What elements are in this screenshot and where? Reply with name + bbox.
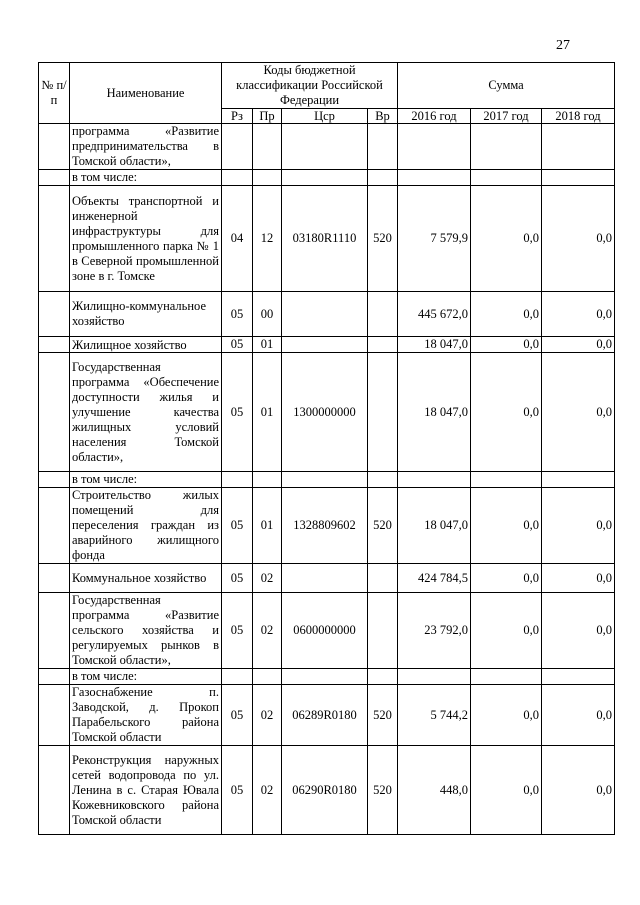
row-2016: 7 579,9 [398,186,471,292]
header-row [39,63,615,109]
row-rz [222,170,253,186]
row-name: Строительство жилых помещений для переселения граждан из аварийного жилищного фонда [70,488,222,564]
row-rz: 05 [222,746,253,835]
row-pr [253,124,282,170]
header-codes: Коды бюджетной классификации Российской Федерации [222,63,398,109]
row-2017: 0,0 [471,488,542,564]
table-row [39,472,615,488]
row-vr [368,669,398,685]
row-pr [253,170,282,186]
row-vr [368,337,398,353]
num-cell [39,337,70,353]
row-2017: 0,0 [471,292,542,337]
row-2017 [471,472,542,488]
row-csr [282,337,368,353]
num-cell [39,170,70,186]
header-2017: 2017 год [471,109,542,124]
row-pr: 02 [253,685,282,746]
num-cell [39,292,70,337]
header-2018: 2018 год [542,109,615,124]
row-2017 [471,669,542,685]
table-row [39,124,615,170]
row-pr: 01 [253,488,282,564]
row-csr: 1300000000 [282,353,368,472]
row-2016: 18 047,0 [398,337,471,353]
row-vr [368,564,398,593]
num-cell [39,564,70,593]
row-name: в том числе: [70,472,222,488]
row-rz: 05 [222,593,253,669]
row-vr [368,353,398,472]
row-rz: 05 [222,353,253,472]
row-vr [368,124,398,170]
num-cell [39,124,70,170]
header-sum: Сумма [398,63,615,109]
header-2016: 2016 год [398,109,471,124]
row-rz: 05 [222,488,253,564]
row-2018 [542,170,615,186]
row-name: Газоснабжение п. Заводской, д. Прокоп Парабельского района Томской области [70,685,222,746]
header-vr: Вр [368,109,398,124]
row-2017 [471,170,542,186]
row-csr [282,472,368,488]
row-vr [368,170,398,186]
table-row [39,337,615,353]
row-rz: 05 [222,337,253,353]
row-2018: 0,0 [542,292,615,337]
row-csr [282,292,368,337]
num-cell [39,472,70,488]
table-row [39,685,615,746]
row-2018: 0,0 [542,488,615,564]
header-name: Наименование [70,63,222,124]
row-csr: 03180R1110 [282,186,368,292]
row-name: Коммунальное хозяйство [70,564,222,593]
num-cell [39,685,70,746]
row-name: Объекты транспортной и инженерной инфраструктуры для промышленного парка № 1 в Северной промышленной зоне в г. Томске [70,186,222,292]
header-rz: Рз [222,109,253,124]
row-name: в том числе: [70,170,222,186]
row-2016: 445 672,0 [398,292,471,337]
row-name: программа «Развитие предпринимательства в Томской области», [70,124,222,170]
table-row [39,292,615,337]
row-name: Жилищно-коммунальное хозяйство [70,292,222,337]
row-2017: 0,0 [471,593,542,669]
row-2018: 0,0 [542,337,615,353]
row-2016 [398,472,471,488]
row-vr: 520 [368,488,398,564]
row-csr: 06289R0180 [282,685,368,746]
row-2017 [471,124,542,170]
row-name: Государственная программа «Развитие сельского хозяйства и регулируемых рынков в Томской области», [70,593,222,669]
table-row [39,186,615,292]
row-2017: 0,0 [471,564,542,593]
row-csr: 0600000000 [282,593,368,669]
row-vr: 520 [368,746,398,835]
row-name: Жилищное хозяйство [70,337,222,353]
table-row [39,488,615,564]
row-pr: 02 [253,593,282,669]
row-2017: 0,0 [471,746,542,835]
row-pr: 01 [253,353,282,472]
row-2016 [398,124,471,170]
row-2016: 448,0 [398,746,471,835]
row-rz [222,669,253,685]
row-pr: 02 [253,564,282,593]
table-row [39,746,615,835]
row-rz: 05 [222,564,253,593]
row-vr: 520 [368,685,398,746]
row-2017: 0,0 [471,337,542,353]
num-cell [39,593,70,669]
table-row [39,353,615,472]
row-rz [222,472,253,488]
row-rz: 05 [222,292,253,337]
row-2016: 18 047,0 [398,488,471,564]
header-csr: Цср [282,109,368,124]
row-csr: 06290R0180 [282,746,368,835]
row-2016 [398,669,471,685]
row-csr [282,669,368,685]
num-cell [39,353,70,472]
row-csr [282,124,368,170]
row-2018: 0,0 [542,353,615,472]
page-number: 27 [556,38,570,53]
header-pr: Пр [253,109,282,124]
row-pr: 02 [253,746,282,835]
table-row [39,669,615,685]
row-name: Реконструкция наружных сетей водопровода по ул. Ленина в с. Старая Ювала Кожевниковского района Томской области [70,746,222,835]
row-2018 [542,472,615,488]
budget-table [38,62,615,835]
row-vr [368,292,398,337]
row-2017: 0,0 [471,186,542,292]
row-2016: 23 792,0 [398,593,471,669]
row-2018: 0,0 [542,593,615,669]
row-2018: 0,0 [542,564,615,593]
row-2017: 0,0 [471,353,542,472]
row-2016 [398,170,471,186]
row-pr: 01 [253,337,282,353]
row-2017: 0,0 [471,685,542,746]
row-name: в том числе: [70,669,222,685]
row-2016: 424 784,5 [398,564,471,593]
row-csr [282,170,368,186]
row-2016: 5 744,2 [398,685,471,746]
row-vr [368,472,398,488]
row-vr [368,593,398,669]
num-cell [39,669,70,685]
table-row [39,170,615,186]
num-cell [39,186,70,292]
row-vr: 520 [368,186,398,292]
row-csr: 1328809602 [282,488,368,564]
row-2016: 18 047,0 [398,353,471,472]
row-pr: 12 [253,186,282,292]
row-pr [253,472,282,488]
header-num: № п/п [39,63,70,124]
table-row [39,564,615,593]
row-2018: 0,0 [542,746,615,835]
row-2018 [542,669,615,685]
row-csr [282,564,368,593]
row-pr: 00 [253,292,282,337]
row-2018: 0,0 [542,685,615,746]
row-name: Государственная программа «Обеспечение доступности жилья и улучшение качества жилищных условий населения Томской области», [70,353,222,472]
table-row [39,593,615,669]
row-rz: 05 [222,685,253,746]
num-cell [39,746,70,835]
num-cell [39,488,70,564]
row-rz: 04 [222,186,253,292]
row-2018: 0,0 [542,186,615,292]
row-2018 [542,124,615,170]
row-pr [253,669,282,685]
row-rz [222,124,253,170]
